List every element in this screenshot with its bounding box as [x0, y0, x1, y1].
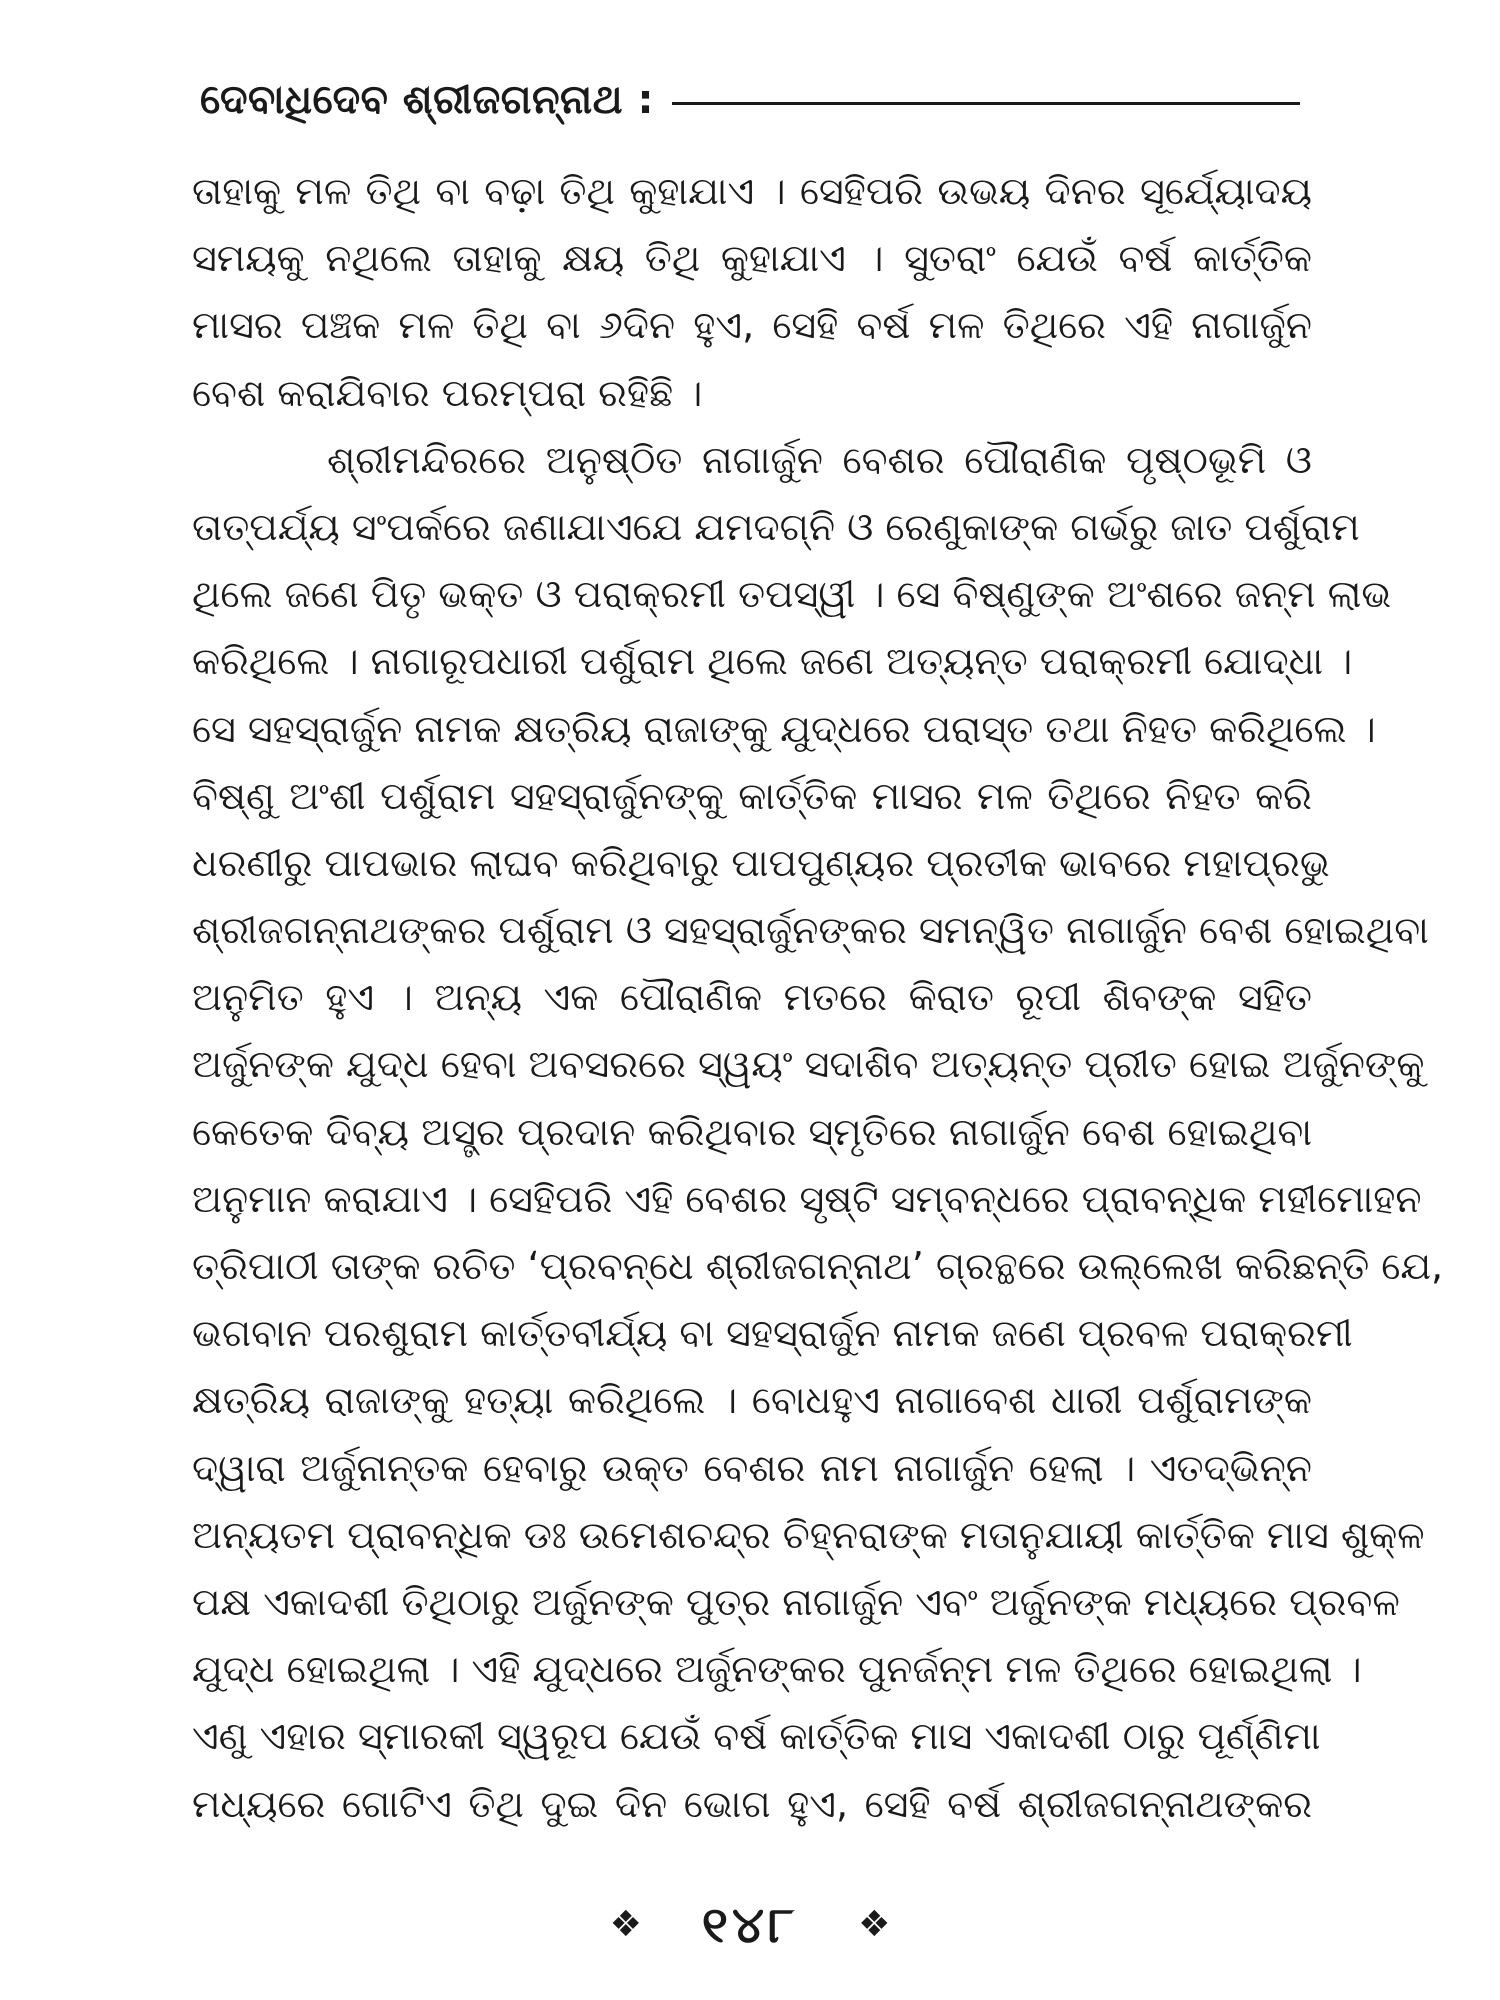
text-line: ଅର୍ଜୁନଙ୍କ ଯୁଦ୍ଧ ହେବା ଅବସରରେ ସ୍ୱୟଂ ସଦାଶିବ ଅତ୍ୟନ୍ତ ପ୍ରୀତ ହୋଇ ଅର୍ଜୁନଙ୍କୁ — [192, 1042, 1425, 1087]
text-line: ଅନୁମାନ କରାଯାଏ । ସେହିପରି ଏହି ବେଶର ସୃଷ୍ଟି ସମ୍ବନ୍ଧରେ ପ୍ରାବନ୍ଧିକ ମହୀମୋହନ — [192, 1176, 1422, 1221]
text-line: ଏଣୁ ଏହାର ସ୍ମାରକୀ ସ୍ୱରୂପ ଯେଉଁ ବର୍ଷ କାର୍ତ୍ତିକ ମାସ ଏକାଦଶୀ ଠାରୁ ପୂର୍ଣ୍ଣିମା — [192, 1714, 1321, 1759]
text-line: ସେ ସହସ୍ରାର୍ଜୁନ ନାମକ କ୍ଷତ୍ରିୟ ରାଜାଙ୍କୁ ଯୁଦ୍ଧରେ ପରାସ୍ତ ତଥା ନିହତ କରିଥିଲେ । — [192, 706, 1376, 751]
text-line: କରିଥିଲେ । ନାଗାରୂପଧାରୀ ପର୍ଶୁରାମ ଥିଲେ ଜଣେ ଅତ୍ୟନ୍ତ ପରାକ୍ରମୀ ଯୋଦ୍ଧା । — [192, 639, 1353, 684]
text-line: ବେଶ କରାଯିବାର ପରମ୍ପରା ରହିଛି । — [192, 370, 703, 415]
text-line: ଥିଲେ ଜଣେ ପିତୃ ଭକ୍ତ ଓ ପରାକ୍ରମୀ ତପସ୍ୱୀ । ସେ ବିଷ୍ଣୁଙ୍କ ଅଂଶରେ ଜନ୍ମ ଲାଭ — [192, 572, 1392, 617]
text-line: ବିଷ୍ଣୁ ଅଂଶୀ ପର୍ଶୁରାମ ସହସ୍ରାର୍ଜୁନଙ୍କୁ କାର୍ତ୍ତିକ ମାସର ମଳ ତିଥିରେ ନିହତ କରି — [192, 773, 1312, 818]
ornament-right-icon: ❖ — [858, 1904, 891, 1945]
text-line: ଶ୍ରୀମନ୍ଦିରରେ ଅନୁଷ୍ଠିତ ନାଗାର୍ଜୁନ ବେଶର ପୌରାଣିକ ପୃଷ୍ଠଭୂମି ଓ — [327, 437, 1312, 482]
text-line: ତାହାକୁ ମଳ ତିଥି ବା ବଢ଼ା ତିଥି କୁହାଯାଏ । ସେହିପରି ଉଭୟ ଦିନର ସୂର୍ଯ୍ୟୋଦୟ — [192, 169, 1312, 213]
text-line: ଅନ୍ୟତମ ପ୍ରାବନ୍ଧିକ ଡଃ ଉମେଶଚନ୍ଦ୍ର ଚିହ୍ନରାଙ୍କ ମତାନୁଯାୟୀ କାର୍ତ୍ତିକ ମାସ ଶୁକ୍ଳ — [192, 1512, 1425, 1557]
running-header — [200, 70, 1300, 130]
text-line: କେତେକ ଦିବ୍ୟ ଅସ୍ତ୍ର ପ୍ରଦାନ କରିଥିବାର ସ୍ମୃତିରେ ନାଗାର୍ଜୁନ ବେଶ ହୋଇଥିବା — [192, 1109, 1312, 1154]
text-line: ତ୍ରିପାଠୀ ତାଙ୍କ ରଚିତ ‘ପ୍ରବନ୍ଧେ ଶ୍ରୀଜଗନ୍ନାଥ’ ଗ୍ରନ୍ଥରେ ଉଲ୍ଲେଖ କରିଛନ୍ତି ଯେ, — [192, 1244, 1444, 1288]
text-line: ଅନୁମିତ ହୁଏ । ଅନ୍ୟ ଏକ ପୌରାଣିକ ମତରେ କିରାତ ରୂପୀ ଶିବଙ୍କ ସହିତ — [192, 975, 1312, 1020]
page-footer — [0, 1890, 1500, 1960]
text-line: ମଧ୍ୟରେ ଗୋଟିଏ ତିଥି ଦୁଇ ଦିନ ଭୋଗ ହୁଏ, ସେହି ବର୍ଷ ଶ୍ରୀଜଗନ୍ନାଥଙ୍କର — [192, 1781, 1312, 1826]
page-header-title: ଦେବାଧିଦେବ ଶ୍ରୀଜଗନ୍ନାଥ : — [200, 77, 655, 123]
body-text — [192, 158, 1444, 1838]
text-line: ପକ୍ଷ ଏକାଦଶୀ ତିଥିଠାରୁ ଅର୍ଜୁନଙ୍କ ପୁତ୍ର ନାଗାର୍ଜୁନ ଏବଂ ଅର୍ଜୁନଙ୍କ ମଧ୍ୟରେ ପ୍ରବଳ — [192, 1579, 1400, 1624]
text-line: ଯୁଦ୍ଧ ହୋଇଥିଲା । ଏହି ଯୁଦ୍ଧରେ ଅର୍ଜୁନଙ୍କର ପୁନର୍ଜନ୍ମ ମଳ ତିଥିରେ ହୋଇଥିଲା । — [192, 1647, 1362, 1692]
text-line: ଦ୍ୱାରା ଅର୍ଜୁନାନ୍ତକ ହେବାରୁ ଉକ୍ତ ବେଶର ନାମ ନାଗାର୍ଜୁନ ହେଲା । ଏତଦ୍‌ଭିନ୍ନ — [192, 1445, 1312, 1490]
header-rule — [672, 102, 1300, 105]
text-line: ଶ୍ରୀଜଗନ୍ନାଥଙ୍କର ପର୍ଶୁରାମ ଓ ସହସ୍ରାର୍ଜୁନଙ୍କର ସମନ୍ୱିତ ନାଗାର୍ଜୁନ ବେଶ ହୋଇଥିବା — [192, 908, 1429, 953]
text-line: କ୍ଷତ୍ରିୟ ରାଜାଙ୍କୁ ହତ୍ୟା କରିଥିଲେ । ବୋଧହୁଏ ନାଗାବେଶ ଧାରୀ ପର୍ଶୁରାମଙ୍କ — [192, 1378, 1312, 1423]
text-line: ମାସର ପଞ୍ଚକ ମଳ ତିଥି ବା ୬ଦିନ ହୁଏ, ସେହି ବର୍ଷ ମଳ ତିଥିରେ ଏହି ନାଗାର୍ଜୁନ — [192, 303, 1312, 348]
page-number: ୧୪୮ — [701, 1895, 799, 1954]
text-line: ଧରଣୀରୁ ପାପଭାର ଲାଘବ କରିଥିବାରୁ ପାପପୁଣ୍ୟର ପ୍ରତୀକ ଭାବରେ ମହାପ୍ରଭୁ — [192, 840, 1330, 885]
ornament-left-icon: ❖ — [609, 1904, 642, 1945]
text-line: ଭଗବାନ ପରଶୁରାମ କାର୍ତ୍ତବୀର୍ଯ୍ୟ ବା ସହସ୍ରାର୍ଜୁନ ନାମକ ଜଣେ ପ୍ରବଳ ପରାକ୍ରମୀ — [192, 1311, 1353, 1356]
text-line: ତାତ୍ପର୍ଯ୍ୟ ସଂପର୍କରେ ଜଣାଯାଏଯେ ଯମଦଗ୍ନି ଓ ରେଣୁକାଙ୍କ ଗର୍ଭରୁ ଜାତ ପର୍ଶୁରାମ — [192, 504, 1360, 549]
text-line: ସମୟକୁ ନଥିଲେ ତାହାକୁ କ୍ଷୟ ତିଥି କୁହାଯାଏ । ସୁତରାଂ ଯେଉଁ ବର୍ଷ କାର୍ତ୍ତିକ — [192, 236, 1312, 281]
